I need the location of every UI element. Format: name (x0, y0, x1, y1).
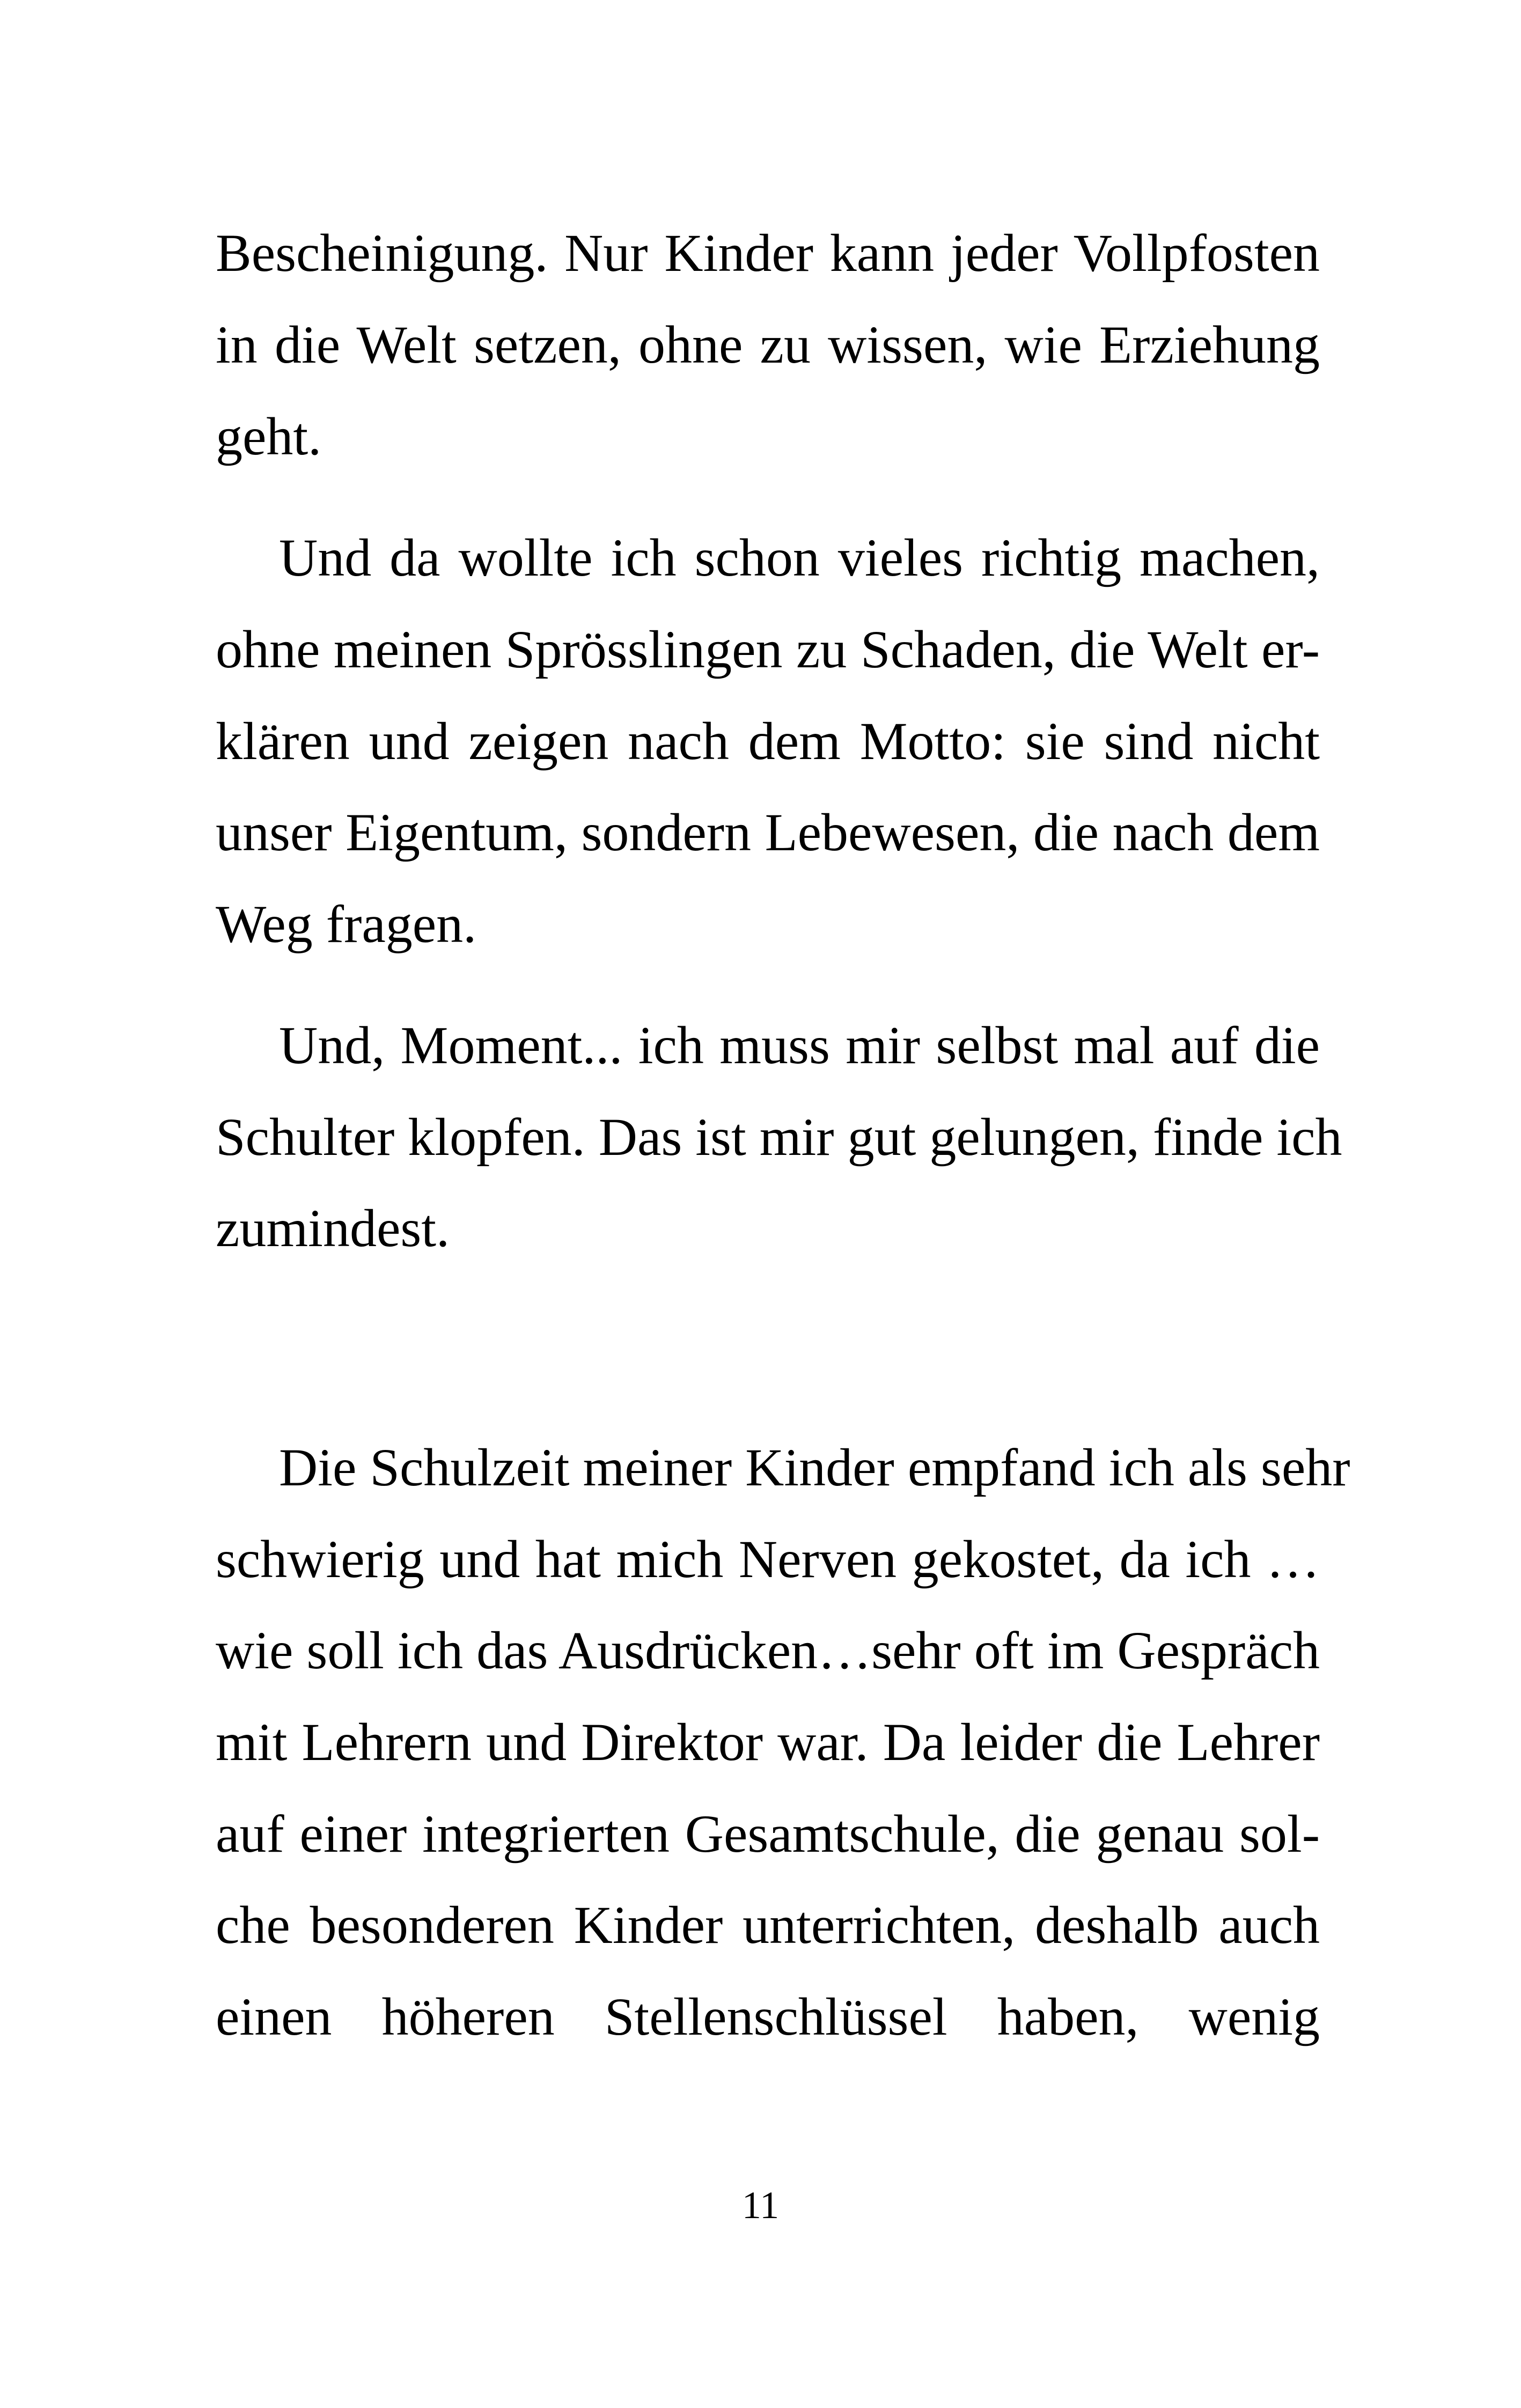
text-line: Schulter klopfen. Das ist mir gut gelungen, finde ich (216, 1107, 1342, 1167)
text-line: Und da wollte ich schon vieles richtig machen, (279, 528, 1320, 587)
text-line: klären und zeigen nach dem Motto: sie sind nicht (216, 711, 1320, 771)
page-number: 11 (741, 2184, 780, 2227)
text-line: geht. (216, 407, 322, 466)
text-line: auf einer integrierten Gesamtschule, die genau sol- (216, 1804, 1320, 1864)
text-line: in die Welt setzen, ohne zu wissen, wie Erziehung (216, 315, 1320, 374)
text-line: mit Lehrern und Direktor war. Da leider die Lehrer (216, 1712, 1320, 1772)
text-line: zumindest. (216, 1198, 450, 1258)
text-line: einen höheren Stellenschlüssel haben, wenig (216, 1987, 1320, 2046)
text-line: schwierig und hat mich Nerven gekostet, da ich … (216, 1529, 1320, 1589)
text-line: wie soll ich das Ausdrücken…sehr oft im Gespräch (216, 1621, 1320, 1680)
text-line: ohne meinen Sprösslingen zu Schaden, die Welt er- (216, 620, 1320, 679)
text-line: Die Schulzeit meiner Kinder empfand ich als sehr (279, 1438, 1350, 1497)
text-line: Weg fragen. (216, 894, 477, 954)
text-line: unser Eigentum, sondern Lebewesen, die nach dem (216, 802, 1320, 862)
text-line: che besonderen Kinder unterrichten, deshalb auch (216, 1895, 1320, 1955)
text-line: Bescheinigung. Nur Kinder kann jeder Vollpfosten (216, 223, 1320, 283)
text-line: Und, Moment... ich muss mir selbst mal auf die (279, 1015, 1320, 1075)
